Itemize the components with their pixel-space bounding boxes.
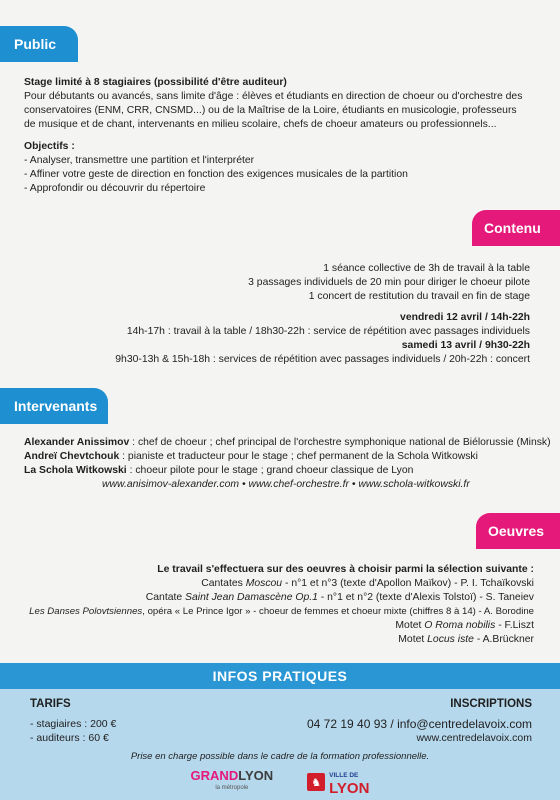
person-name: Alexander Anissimov bbox=[24, 437, 130, 448]
objective-item: - Approfondir ou découvrir du répertoire bbox=[24, 183, 206, 194]
work-title: Moscou bbox=[245, 578, 283, 589]
work-item bbox=[24, 591, 534, 605]
website-links[interactable]: www.anisimov-alexander.com • www.chef-orchestre.fr • www.schola-witkowski.fr bbox=[102, 479, 470, 490]
work-prefix: Cantates bbox=[201, 578, 246, 589]
section-tab-intervenants bbox=[0, 388, 108, 424]
work-title: Locus iste bbox=[427, 634, 474, 645]
work-title: O Roma nobilis bbox=[424, 620, 496, 631]
funding-note: Prise en charge possible dans le cadre de la formation professionnelle. bbox=[130, 751, 430, 762]
section-tab-contenu bbox=[472, 210, 560, 246]
person-row bbox=[24, 436, 551, 450]
section-tab-public bbox=[0, 26, 78, 62]
schedule-detail: 14h-17h : travail à la table / 18h30-22h : service de répétition avec passages individuels bbox=[126, 326, 530, 337]
person-role: : pianiste et traducteur pour le stage ; chef permanent de la Schola Witkowski bbox=[119, 451, 478, 462]
work-detail: - F.Liszt bbox=[495, 620, 534, 631]
section-label: Public bbox=[14, 36, 57, 52]
work-item bbox=[24, 619, 534, 633]
logo-subtext: VILLE DE bbox=[329, 772, 359, 779]
logo-text: LYON bbox=[329, 780, 370, 797]
grandlyon-logo bbox=[191, 770, 274, 794]
person-role: : choeur pilote pour le stage ; grand choeur classique de Lyon bbox=[126, 465, 414, 476]
lion-icon: ♞ bbox=[307, 773, 325, 791]
work-item bbox=[24, 605, 534, 619]
work-title: Les Danses Polovtsiennes bbox=[29, 606, 143, 617]
section-tab-oeuvres bbox=[476, 513, 560, 549]
inscriptions-title: INSCRIPTIONS bbox=[450, 698, 532, 710]
person-name: Andreï Chevtchouk bbox=[24, 451, 120, 462]
logo-subtext: la métropole bbox=[215, 785, 249, 791]
schedule-day: samedi 13 avril / 9h30-22h bbox=[401, 340, 530, 351]
objectives-title: Objectifs : bbox=[24, 141, 75, 152]
work-prefix: Motet bbox=[398, 634, 428, 645]
contact-info[interactable]: 04 72 19 40 93 / info@centredelavoix.com bbox=[307, 717, 532, 731]
intervenants-section bbox=[24, 436, 551, 492]
public-section bbox=[24, 76, 544, 196]
person-row bbox=[24, 464, 544, 478]
public-desc-line: Pour débutants ou avancés, sans limite d'âge : élèves et étudiants en direction de choeur ou d'orchestre des bbox=[24, 91, 523, 102]
objective-item: - Analyser, transmettre une partition et l'interpréter bbox=[24, 155, 255, 166]
tarif-item: - auditeurs : 60 € bbox=[30, 732, 109, 744]
work-title: Saint Jean Damascène Op.1 bbox=[185, 592, 318, 603]
inscriptions-block bbox=[307, 697, 532, 745]
oeuvres-section bbox=[24, 563, 534, 647]
section-label: Intervenants bbox=[14, 398, 98, 414]
contenu-line: 1 séance collective de 3h de travail à la table bbox=[323, 263, 530, 274]
person-name: La Schola Witkowski bbox=[24, 465, 127, 476]
contenu-line: 1 concert de restitution du travail en fin de stage bbox=[308, 291, 530, 302]
logo-text: GRAND bbox=[190, 768, 239, 783]
partner-logos bbox=[0, 769, 560, 795]
oeuvres-intro: Le travail s'effectuera sur des oeuvres à choisir parmi la sélection suivante : bbox=[157, 564, 534, 575]
section-label: Contenu bbox=[484, 220, 541, 236]
tarifs-title: TARIFS bbox=[30, 698, 71, 710]
work-prefix: Cantate bbox=[145, 592, 186, 603]
work-detail: - n°1 et n°2 (texte d'Alexis Tolstoï) - S. Taneiev bbox=[317, 592, 534, 603]
ville-de-lyon-logo bbox=[307, 769, 369, 795]
work-detail: - n°1 et n°3 (texte d'Apollon Maïkov) - P. I. Tchaïkovski bbox=[282, 578, 534, 589]
work-item bbox=[24, 633, 534, 647]
work-detail: , opéra « Le Prince Igor » - choeur de femmes et choeur mixte (chiffres 8 à 14) - A. Borodine bbox=[142, 606, 534, 617]
person-role: : chef de choeur ; chef principal de l'orchestre symphonique national de Biélorussie (Minsk) bbox=[129, 437, 551, 448]
website-link[interactable]: www.centredelavoix.com bbox=[416, 732, 532, 744]
public-heading: Stage limité à 8 stagiaires (possibilité d'être auditeur) bbox=[24, 77, 287, 88]
work-detail: - A.Brückner bbox=[473, 634, 534, 645]
schedule-detail: 9h30-13h & 15h-18h : services de répétition avec passages individuels / 20h-22h : concert bbox=[115, 354, 530, 365]
schedule-day: vendredi 12 avril / 14h-22h bbox=[400, 312, 530, 323]
public-desc-line: conservatoires (ENM, CRR, CNSMD...) ou de la Maîtrise de la Loire, étudiants en musicologie, professeurs bbox=[24, 105, 517, 116]
objective-item: - Affiner votre geste de direction en fonction des exigences musicales de la partition bbox=[24, 169, 408, 180]
public-desc-line: de musique et de chant, intervenants en milieu scolaire, chefs de choeur amateurs ou professionnels... bbox=[24, 119, 497, 130]
section-label: Oeuvres bbox=[488, 523, 545, 539]
contenu-line: 3 passages individuels de 20 min pour diriger le choeur pilote bbox=[248, 277, 530, 288]
work-prefix: Motet bbox=[395, 620, 425, 631]
logo-text: LYON bbox=[238, 768, 274, 783]
tarifs-block bbox=[30, 697, 116, 745]
infos-title: INFOS PRATIQUES bbox=[0, 663, 560, 689]
tarif-item: - stagiaires : 200 € bbox=[30, 718, 117, 730]
person-row bbox=[24, 450, 544, 464]
infos-pratiques-panel bbox=[0, 663, 560, 800]
work-item bbox=[24, 577, 534, 591]
contenu-section bbox=[20, 262, 530, 367]
